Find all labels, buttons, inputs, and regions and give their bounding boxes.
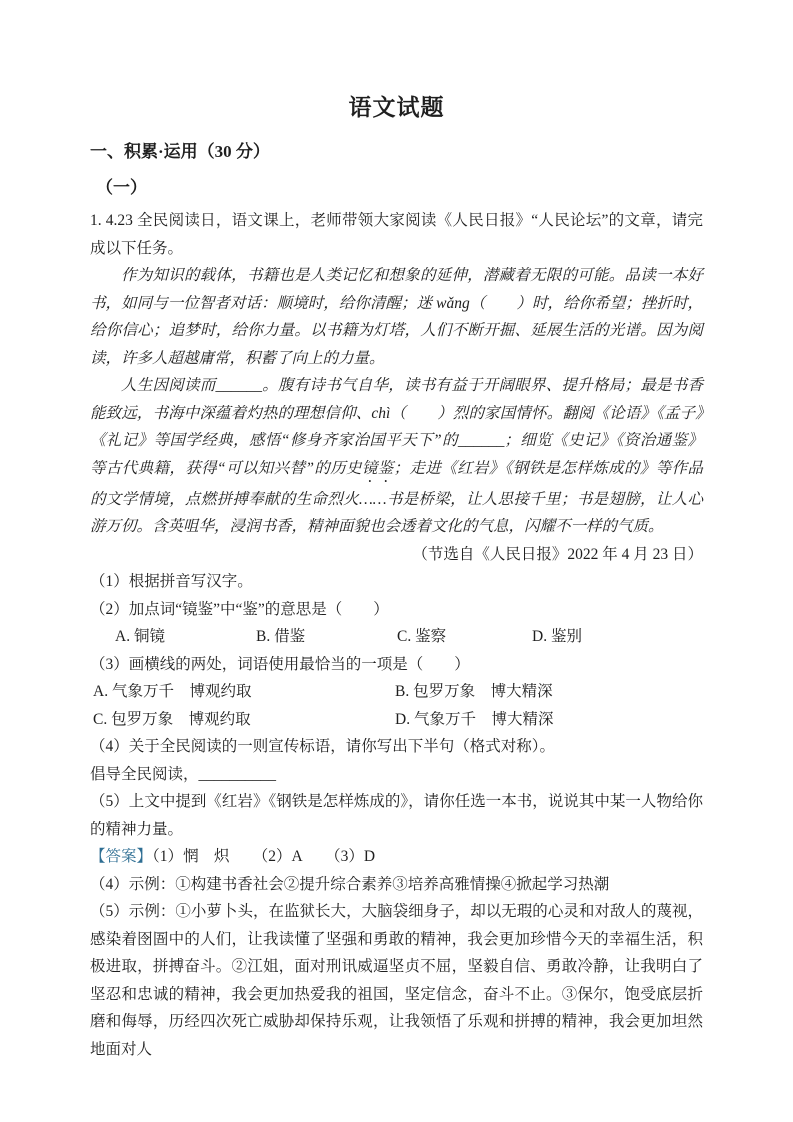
subquestion-3: （3）画横线的两处，词语使用最恰当的一项是（ ） [90, 655, 470, 673]
option-a: A. 气象万千 博观约取 [93, 683, 252, 700]
subquestion-3-options-row-2 [90, 706, 703, 734]
subquestion-1: （1）根据拼音写汉字。 [90, 573, 253, 590]
option-c: C. 鉴察 [397, 628, 447, 645]
answer-line-1 [90, 843, 703, 871]
slogan-stem: 倡导全民阅读，__________ [90, 765, 277, 783]
segment-text: 人生因阅读而______。腹有诗书气自华，读书有益于开阔眼界、提升格局；最是书香能致远，书海中深蕴着灼热的理想信仰、chì（ ）烈的家国情怀。翻阅《论语》《孟子》《礼记》等国学经典，感悟“修身齐家治国平天下”的______；细览《史记》《资治通鉴》等古代典籍，获得“可以知兴替”的历史 [90, 377, 703, 477]
option-d: D. 气象万千 博大精深 [395, 710, 554, 728]
answer-item-4: （4）示例：①构建书香社会②提升综合素养③培养高雅情操④掀起学习热潮 [90, 875, 610, 893]
option-d: D. 鉴别 [532, 628, 582, 645]
option-a: A. 铜镜 [115, 628, 165, 645]
answer-item-5: （5）示例：①小萝卜头，在监狱长大，大脑袋细身子，却以无瑕的心灵和对敌人的蔑视，感染着囹圄中的人们，让我读懂了坚强和勇敢的精神，我会更加珍惜今天的幸福生活，积极进取，拼搏奋斗。②江姐，面对刑讯威逼坚贞不屈，坚毅自信、勇敢冷静，让我明白了坚忍和忠诚的精神，我会更加热爱我的祖国，坚定信念，奋斗不止。③保尔，饱受底层折磨和侮辱，历经四次死亡威胁却保持乐观，让我领悟了乐观和拼搏的精神，我会更加坦然地面对人 [90, 903, 703, 1058]
question-1-intro: 1. 4.23 全民阅读日，语文课上，老师带领大家阅读《人民日报》“人民论坛”的文章，请完成以下任务。 [90, 212, 703, 257]
segment-em: 镜鉴 [361, 459, 394, 477]
passage-paragraph-2 [90, 372, 703, 541]
option-b: B. 包罗万象 博大精深 [395, 683, 553, 700]
document-body [90, 138, 703, 1063]
option-c: C. 包罗万象 博观约取 [93, 710, 251, 728]
answer-items-1-2-3: （1）惘 炽 （2）A （3）D [152, 848, 376, 865]
subquestion-3-options-row-1 [90, 678, 703, 706]
passage-source: （节选自《人民日报》2022 年 4 月 23 日） [412, 545, 703, 563]
passage-paragraph-1: 作为知识的载体，书籍也是人类记忆和想象的延伸，潜藏着无限的可能。品读一本好书，如同与一位智者对话：顺境时，给你清醒；迷 wǎng（ ）时，给你希望；挫折时，给你信心；追梦时，给你力量。以书籍为灯塔，人们不断开掘、延展生活的光谱。因为阅读，许多人超越庸常，积蓄了向上的力量。 [90, 267, 703, 367]
subquestion-2-options [90, 623, 703, 651]
section-heading: 一、积累·运用（30 分） [90, 142, 270, 161]
subsection-heading: （一） [96, 178, 147, 197]
option-b: B. 借鉴 [256, 628, 306, 645]
subquestion-4: （4）关于全民阅读的一则宣传标语，请你写出下半句（格式对称）。 [90, 738, 556, 755]
subquestion-5: （5）上文中提到《红岩》《钢铁是怎样炼成的》，请你任选一本书，说说其中某一人物给你的精神力量。 [90, 793, 703, 838]
subquestion-2: （2）加点词“镜鉴”中“鉴”的意思是（ ） [90, 600, 389, 618]
page-title: 语文试题 [348, 95, 445, 120]
segment-text: ；走进《红岩》《钢铁是怎样炼成的》等作品的文学情境，点燃拼搏奉献的生命烈火……书是桥梁，让人思接千里；书是翅膀，让人心游万仞。含英咀华，浸润书香，精神面貌也会透着文化的气息，闪耀不一样的气质。 [90, 459, 703, 535]
answer-label: 【答案】 [90, 848, 153, 865]
